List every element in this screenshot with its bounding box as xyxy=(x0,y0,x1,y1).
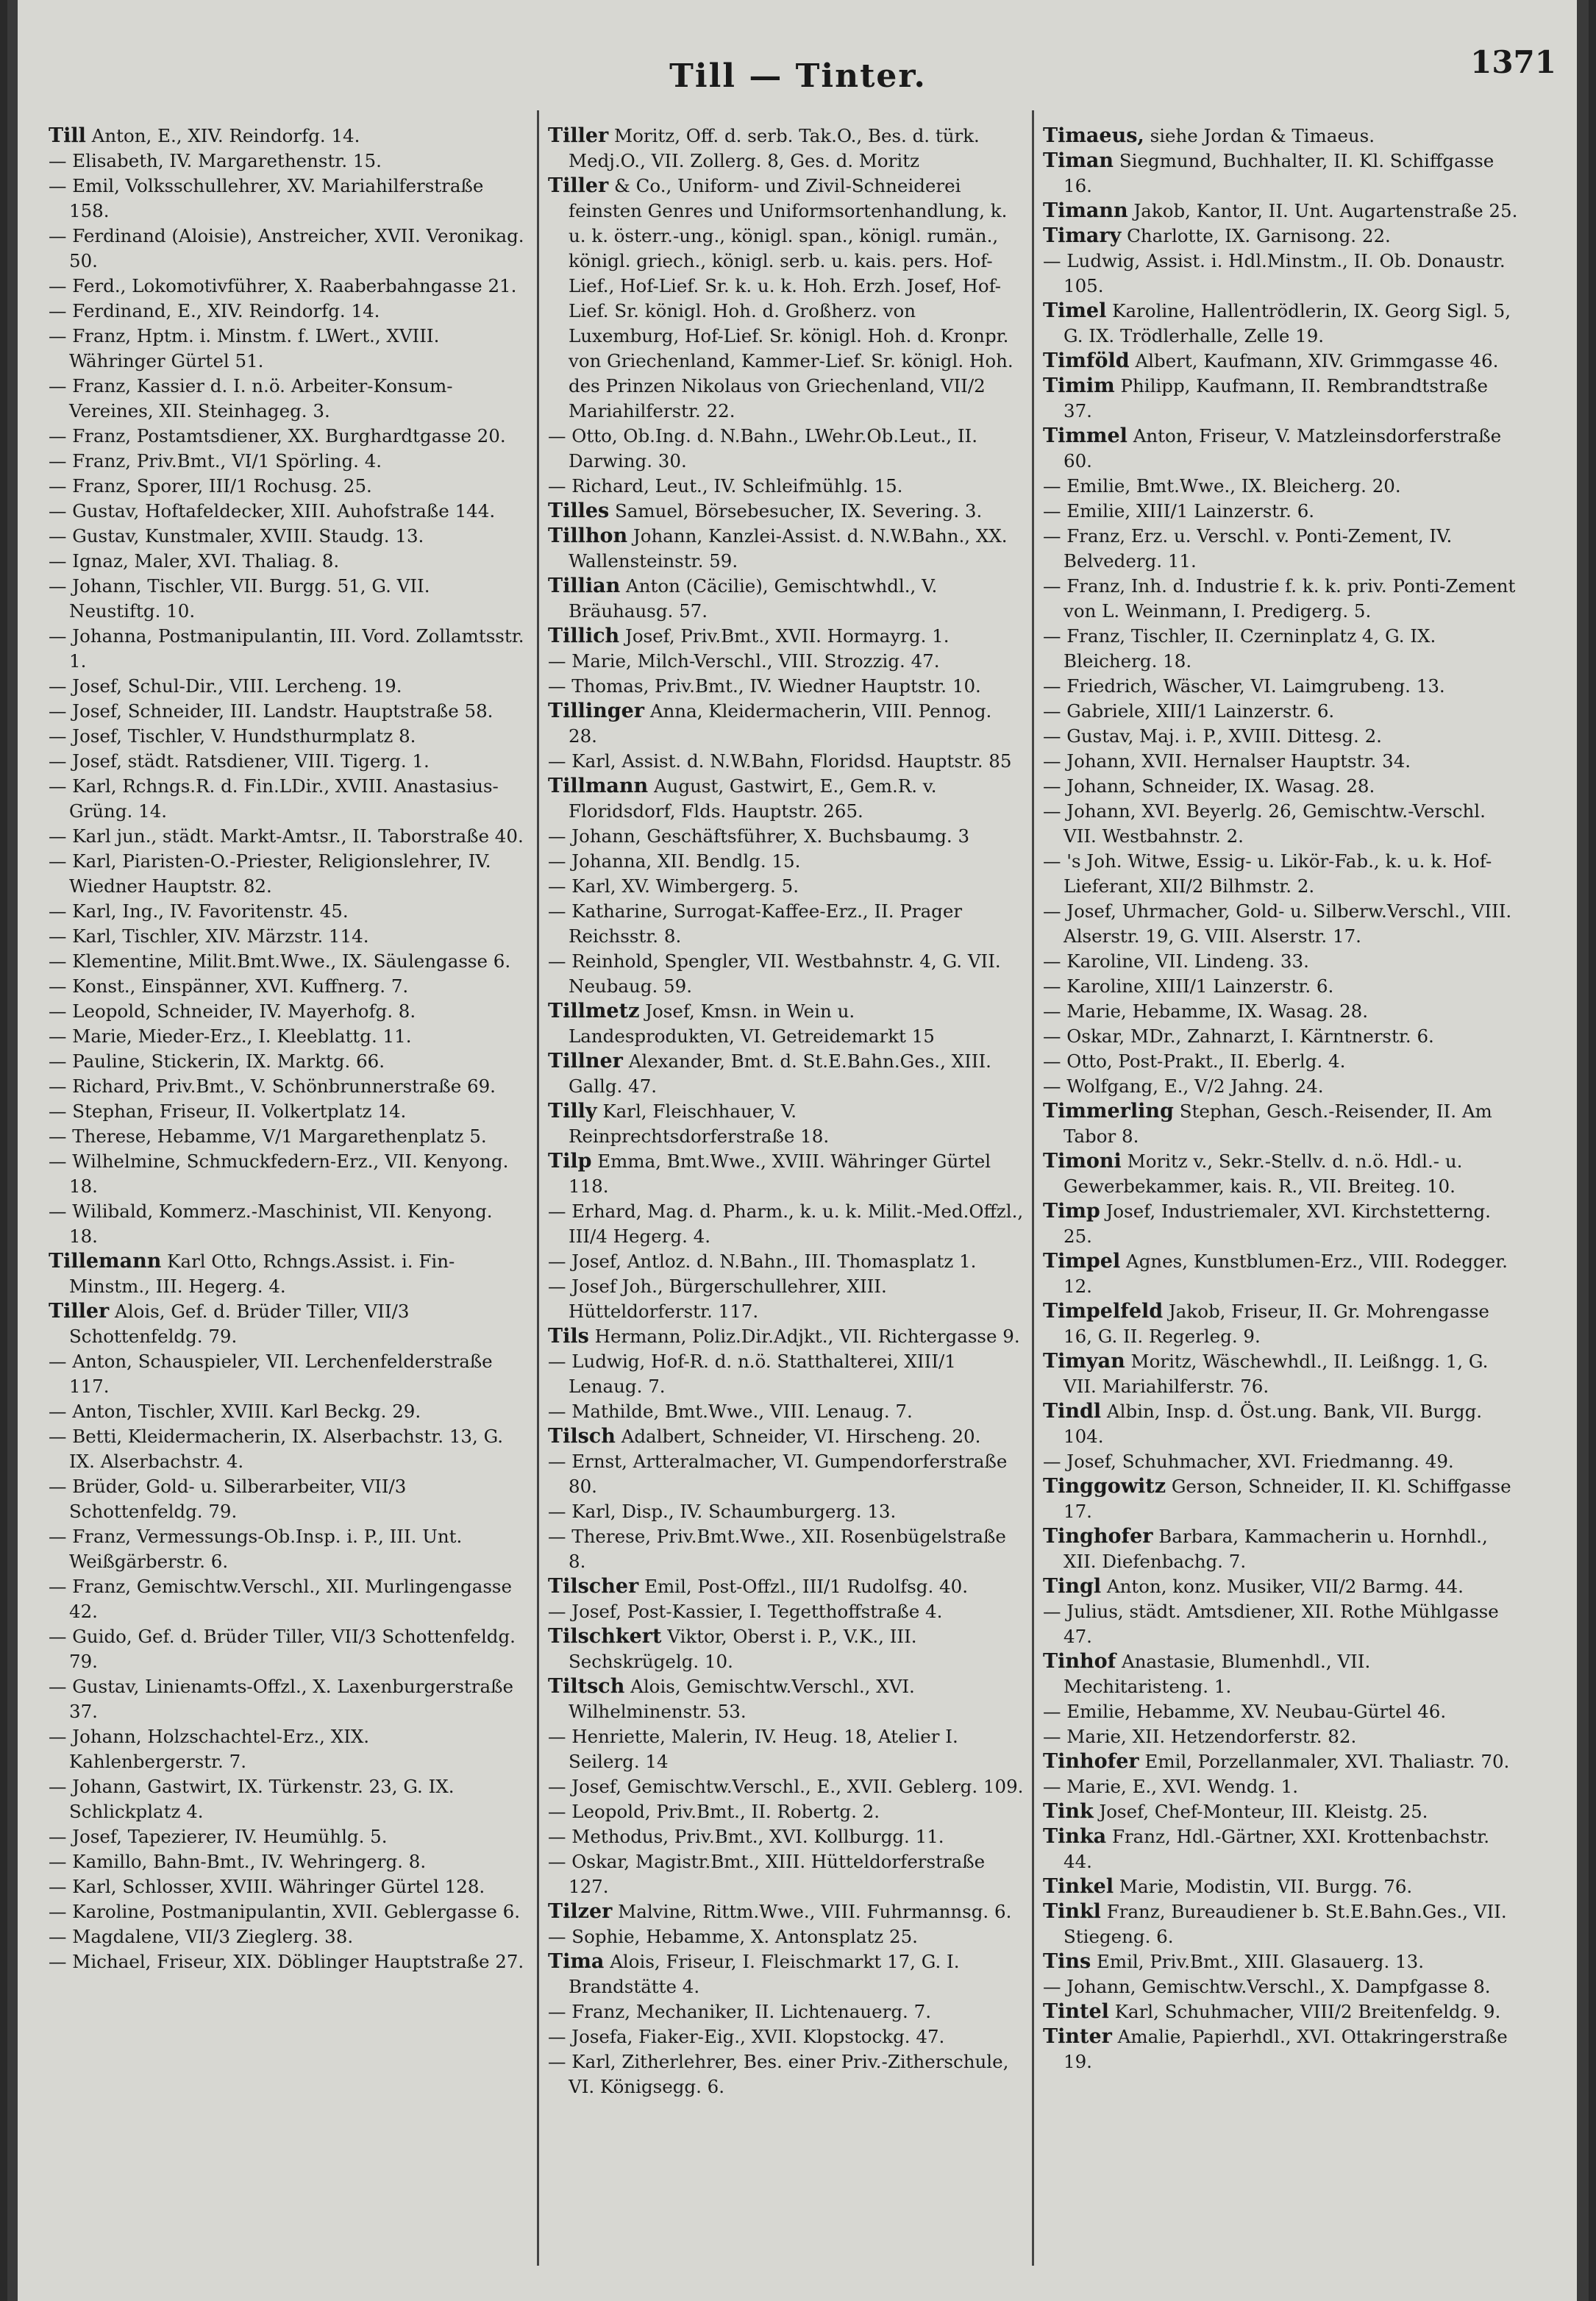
directory-entry: — Richard, Leut., IV. Schleifmühlg. 15. xyxy=(548,475,903,497)
directory-entry: — Franz, Inh. d. Industrie f. k. k. priv. Ponti-Zement von L. Weinmann, I. Predigerg. 5. xyxy=(1043,575,1516,622)
directory-entry: — Methodus, Priv.Bmt., XVI. Kollburgg. 11. xyxy=(548,1826,944,1847)
column-1 xyxy=(49,124,527,2279)
directory-entry: — Karoline, VII. Lindeng. 33. xyxy=(1043,950,1309,972)
directory-entry: Tillian Anton (Cäcilie), Gemischtwhdl., V. Bräuhausg. 57. xyxy=(548,575,938,622)
directory-entry: — Magdalene, VII/3 Zieglerg. 38. xyxy=(49,1926,354,1947)
directory-entry: — Wolfgang, E., V/2 Jahng. 24. xyxy=(1043,1075,1324,1097)
directory-entry: — Brüder, Gold- u. Silberarbeiter, VII/3 Schottenfeldg. 79. xyxy=(49,1476,407,1522)
directory-entry: Tiller Moritz, Off. d. serb. Tak.O., Bes. d. türk. Medj.O., VII. Zollerg. 8, Ges. d. Moritz xyxy=(548,124,980,171)
directory-entry: Timann Jakob, Kantor, II. Unt. Augartenstraße 25. xyxy=(1043,199,1518,222)
directory-entry: — Franz, Hptm. i. Minstm. f. LWert., XVIII. Währinger Gürtel 51. xyxy=(49,325,440,371)
directory-entry: — Johann, Schneider, IX. Wasag. 28. xyxy=(1043,775,1375,797)
directory-entry: — Erhard, Mag. d. Pharm., k. u. k. Milit.-Med.Offzl., III/4 Hegerg. 4. xyxy=(548,1201,1024,1247)
directory-entry: — Johanna, XII. Bendlg. 15. xyxy=(548,850,801,872)
directory-entry: — Richard, Priv.Bmt., V. Schönbrunnerstraße 69. xyxy=(49,1075,496,1097)
directory-page xyxy=(7,0,1589,2301)
directory-entry: — Josef, Tischler, V. Hundsthurmplatz 8. xyxy=(49,725,416,747)
directory-entry: — Otto, Post-Prakt., II. Eberlg. 4. xyxy=(1043,1050,1346,1072)
scan-border-right xyxy=(1577,0,1589,2301)
directory-entry: Tillinger Anna, Kleidermacherin, VIII. Pennog. 28. xyxy=(548,700,992,747)
directory-entry: — Gustav, Kunstmaler, XVIII. Staudg. 13. xyxy=(49,525,424,547)
directory-entry: — Johann, Gastwirt, IX. Türkenstr. 23, G. IX. Schlickplatz 4. xyxy=(49,1776,455,1822)
directory-entry: — Karl, Zitherlehrer, Bes. einer Priv.-Zitherschule, VI. Königsegg. 6. xyxy=(548,2051,1009,2097)
directory-entry: — Josef, Antloz. d. N.Bahn., III. Thomasplatz 1. xyxy=(548,1251,977,1272)
directory-entry: — Guido, Gef. d. Brüder Tiller, VII/3 Schottenfeldg. 79. xyxy=(49,1626,516,1672)
directory-entry: Tils Hermann, Poliz.Dir.Adjkt., VII. Richtergasse 9. xyxy=(548,1325,1020,1348)
directory-entry: Tillemann Karl Otto, Rchngs.Assist. i. Fin-Minstm., III. Hegerg. 4. xyxy=(49,1250,455,1297)
directory-entry: — Thomas, Priv.Bmt., IV. Wiedner Hauptstr. 10. xyxy=(548,675,981,697)
directory-entry: Timyan Moritz, Wäschewhdl., II. Leißngg. 1, G. VII. Mariahilferstr. 76. xyxy=(1043,1350,1489,1397)
column-divider xyxy=(537,110,539,2266)
directory-entry: Till Anton, E., XIV. Reindorfg. 14. xyxy=(49,124,360,147)
directory-entry: — Johann, Geschäftsführer, X. Buchsbaumg. 3 xyxy=(548,825,970,847)
directory-entry: — Friedrich, Wäscher, VI. Laimgrubeng. 13. xyxy=(1043,675,1445,697)
directory-entry: Timoni Moritz v., Sekr.-Stellv. d. n.ö. Hdl.- u. Gewerbekammer, kais. R., VII. Breiteg. 10. xyxy=(1043,1150,1463,1197)
directory-entry: — Leopold, Priv.Bmt., II. Robertg. 2. xyxy=(548,1801,880,1822)
directory-entry: — Anton, Tischler, XVIII. Karl Beckg. 29. xyxy=(49,1401,421,1422)
directory-entry: — Karl, Piaristen-O.-Priester, Religionslehrer, IV. Wiedner Hauptstr. 82. xyxy=(49,850,491,897)
directory-entry: — Franz, Gemischtw.Verschl., XII. Murlingengasse 42. xyxy=(49,1576,513,1622)
scan-border-left xyxy=(7,0,18,2301)
directory-entry: Timmerling Stephan, Gesch.-Reisender, II. Am Tabor 8. xyxy=(1043,1100,1492,1147)
directory-entry: — Franz, Kassier d. I. n.ö. Arbeiter-Konsum-Vereines, XII. Steinhageg. 3. xyxy=(49,375,453,422)
directory-entry: — Emil, Volksschullehrer, XV. Mariahilferstraße 158. xyxy=(49,175,484,221)
directory-entry: Tinhof Anastasie, Blumenhdl., VII. Mechitaristeng. 1. xyxy=(1043,1650,1371,1697)
directory-entry: — Josef, Schul-Dir., VIII. Lercheng. 19. xyxy=(49,675,402,697)
directory-entry: — Karl, Schlosser, XVIII. Währinger Gürtel 128. xyxy=(49,1876,485,1897)
directory-entry: — Johann, XVI. Beyerlg. 26, Gemischtw.-Verschl. VII. Westbahnstr. 2. xyxy=(1043,800,1486,847)
directory-entry: — Oskar, MDr., Zahnarzt, I. Kärntnerstr. 6. xyxy=(1043,1025,1434,1047)
directory-entry: — Betti, Kleidermacherin, IX. Alserbachstr. 13, G. IX. Alserbachstr. 4. xyxy=(49,1426,504,1472)
directory-entry: Tilsch Adalbert, Schneider, VI. Hirscheng. 20. xyxy=(548,1425,981,1448)
directory-entry: — Gustav, Maj. i. P., XVIII. Dittesg. 2. xyxy=(1043,725,1382,747)
directory-entry: — Karl, Rchngs.R. d. Fin.LDir., XVIII. Anastasius-Grüng. 14. xyxy=(49,775,499,822)
directory-entry: — 's Joh. Witwe, Essig- u. Likör-Fab., k. u. k. Hof-Lieferant, XII/2 Bilhmstr. 2. xyxy=(1043,850,1492,897)
directory-entry: — Ferd., Lokomotivführer, X. Raaberbahngasse 21. xyxy=(49,275,517,296)
directory-entry: — Stephan, Friseur, II. Volkertplatz 14. xyxy=(49,1100,407,1122)
directory-entry: — Henriette, Malerin, IV. Heug. 18, Atelier I. Seilerg. 14 xyxy=(548,1726,958,1772)
directory-entry: Tiltsch Alois, Gemischtw.Verschl., XVI. Wilhelminenstr. 53. xyxy=(548,1675,915,1722)
directory-entry: Tinghofer Barbara, Kammacherin u. Hornhdl., XII. Diefenbachg. 7. xyxy=(1043,1525,1488,1572)
directory-entry: Tinter Amalie, Papierhdl., XVI. Ottakringerstraße 19. xyxy=(1043,2025,1508,2072)
directory-entry: Tilscher Emil, Post-Offzl., III/1 Rudolfsg. 40. xyxy=(548,1575,968,1598)
directory-entry: — Therese, Hebamme, V/1 Margarethenplatz 5. xyxy=(49,1125,487,1147)
directory-entry: Tillmann August, Gastwirt, E., Gem.R. v. Floridsdorf, Flds. Hauptstr. 265. xyxy=(548,775,937,822)
directory-entry: — Ignaz, Maler, XVI. Thaliag. 8. xyxy=(49,550,340,572)
page-header-range: Till — Tinter. xyxy=(669,57,927,95)
directory-entry: — Josef, Schuhmacher, XVI. Friedmanng. 49. xyxy=(1043,1451,1454,1472)
directory-entry: Tillmetz Josef, Kmsn. in Wein u. Landesprodukten, VI. Getreidemarkt 15 xyxy=(548,1000,935,1047)
directory-entry: Tillhon Johann, Kanzlei-Assist. d. N.W.Bahn., XX. Wallensteinstr. 59. xyxy=(548,524,1008,572)
directory-entry: — Gustav, Linienamts-Offzl., X. Laxenburgerstraße 37. xyxy=(49,1676,513,1722)
directory-entry: Tilles Samuel, Börsebesucher, IX. Severing. 3. xyxy=(548,499,983,522)
directory-entry: — Julius, städt. Amtsdiener, XII. Rothe Mühlgasse 47. xyxy=(1043,1601,1499,1647)
directory-entry: — Therese, Priv.Bmt.Wwe., XII. Rosenbügelstraße 8. xyxy=(548,1526,1006,1572)
directory-entry: — Karl, Ing., IV. Favoritenstr. 45. xyxy=(49,900,349,922)
directory-entry: — Franz, Tischler, II. Czerninplatz 4, G. IX. Bleicherg. 18. xyxy=(1043,625,1436,672)
directory-entry: — Kamillo, Bahn-Bmt., IV. Wehringerg. 8. xyxy=(49,1851,427,1872)
directory-entry: Timp Josef, Industriemaler, XVI. Kirchstetterng. 25. xyxy=(1043,1200,1491,1247)
directory-entry: — Pauline, Stickerin, IX. Marktg. 66. xyxy=(49,1050,385,1072)
directory-entry: — Franz, Postamtsdiener, XX. Burghardtgasse 20. xyxy=(49,425,506,447)
directory-entry: Tillner Alexander, Bmt. d. St.E.Bahn.Ges., XIII. Gallg. 47. xyxy=(548,1050,991,1097)
directory-entry: — Ernst, Artteralmacher, VI. Gumpendorferstraße 80. xyxy=(548,1451,1008,1497)
directory-entry: — Mathilde, Bmt.Wwe., VIII. Lenaug. 7. xyxy=(548,1401,913,1422)
directory-entry: Tinkl Franz, Bureaudiener b. St.E.Bahn.Ges., VII. Stiegeng. 6. xyxy=(1043,1900,1507,1947)
directory-entry: — Ludwig, Assist. i. Hdl.Minstm., II. Ob. Donaustr. 105. xyxy=(1043,250,1506,296)
directory-entry: Timpel Agnes, Kunstblumen-Erz., VIII. Rodegger. 12. xyxy=(1043,1250,1508,1297)
directory-entry: — Marie, E., XVI. Wendg. 1. xyxy=(1043,1776,1299,1797)
directory-entry: — Johann, Gemischtw.Verschl., X. Dampfgasse 8. xyxy=(1043,1976,1491,1997)
directory-entry: Tilp Emma, Bmt.Wwe., XVIII. Währinger Gürtel 118. xyxy=(548,1150,991,1197)
directory-entry: — Ferdinand, E., XIV. Reindorfg. 14. xyxy=(49,300,380,321)
directory-entry: — Johanna, Postmanipulantin, III. Vord. Zollamtsstr. 1. xyxy=(49,625,524,672)
directory-entry: — Karl, Disp., IV. Schaumburgerg. 13. xyxy=(548,1501,897,1522)
directory-entry: Tinggowitz Gerson, Schneider, II. Kl. Schiffgasse 17. xyxy=(1043,1475,1511,1522)
directory-entry: Timaeus, siehe Jordan & Timaeus. xyxy=(1043,124,1375,147)
directory-entry: Tiller Alois, Gef. d. Brüder Tiller, VII/3 Schottenfeldg. 79. xyxy=(49,1300,410,1347)
directory-entry: — Johann, Holzschachtel-Erz., XIX. Kahlenbergerstr. 7. xyxy=(49,1726,370,1772)
directory-entry: — Anton, Schauspieler, VII. Lerchenfelderstraße 117. xyxy=(49,1351,493,1397)
directory-entry: — Marie, Hebamme, IX. Wasag. 28. xyxy=(1043,1000,1369,1022)
directory-entry: Tilly Karl, Fleischhauer, V. Reinprechtsdorferstraße 18. xyxy=(548,1100,830,1147)
directory-entry: Tinka Franz, Hdl.-Gärtner, XXI. Krottenbachstr. 44. xyxy=(1043,1825,1490,1872)
directory-entry: — Katharine, Surrogat-Kaffee-Erz., II. Prager Reichsstr. 8. xyxy=(548,900,963,947)
directory-entry: Tinhofer Emil, Porzellanmaler, XVI. Thaliastr. 70. xyxy=(1043,1750,1510,1773)
directory-entry: — Franz, Vermessungs-Ob.Insp. i. P., III. Unt. Weißgärberstr. 6. xyxy=(49,1526,463,1572)
directory-entry: — Ferdinand (Aloisie), Anstreicher, XVII. Veronikag. 50. xyxy=(49,225,524,271)
directory-entry: — Elisabeth, IV. Margarethenstr. 15. xyxy=(49,150,382,171)
directory-entry: Tink Josef, Chef-Monteur, III. Kleistg. 25. xyxy=(1043,1800,1428,1823)
directory-entry: — Franz, Erz. u. Verschl. v. Ponti-Zement, IV. Belvederg. 11. xyxy=(1043,525,1453,572)
directory-entry: Tillich Josef, Priv.Bmt., XVII. Hormayrg. 1. xyxy=(548,625,950,647)
directory-entry: Tintel Karl, Schuhmacher, VIII/2 Breitenfeldg. 9. xyxy=(1043,2000,1501,2023)
directory-entry: — Wilibald, Kommerz.-Maschinist, VII. Kenyong. 18. xyxy=(49,1201,493,1247)
directory-entry: Tinkel Marie, Modistin, VII. Burgg. 76. xyxy=(1043,1875,1413,1898)
directory-entry: — Marie, XII. Hetzendorferstr. 82. xyxy=(1043,1726,1357,1747)
directory-entry: — Josef Joh., Bürgerschullehrer, XIII. Hütteldorferstr. 117. xyxy=(548,1276,887,1322)
directory-entry: Timpelfeld Jakob, Friseur, II. Gr. Mohrengasse 16, G. II. Regerleg. 9. xyxy=(1043,1300,1489,1347)
directory-entry: — Gabriele, XIII/1 Lainzerstr. 6. xyxy=(1043,700,1335,722)
directory-entry: — Michael, Friseur, XIX. Döblinger Hauptstraße 27. xyxy=(49,1951,524,1972)
directory-entry: — Ludwig, Hof-R. d. n.ö. Statthalterei, XIII/1 Lenaug. 7. xyxy=(548,1351,956,1397)
directory-entry: Timel Karoline, Hallentrödlerin, IX. Georg Sigl. 5, G. IX. Trödlerhalle, Zelle 19. xyxy=(1043,299,1511,346)
directory-entry: Tiller & Co., Uniform- und Zivil-Schneiderei feinsten Genres und Uniformsortenhandlung, k. u. k. österr.-ung., königl. span., königl. rumän., königl. griech., königl. serb. u. kais. pers. Hof-Lief., Hof-Lief. Sr. k. u. k. Hoh. Erzh. Josef, Hof-Lief. Sr. königl. Hoh. d. Großherz. von Luxemburg, Hof-Lief. Sr. königl. Hoh. d. Kronpr. von Griechenland, Kammer-Lief. Sr. königl. Hoh. des Prinzen Nikolaus von Griechenland, VII/2 Mariahilferstr. 22. xyxy=(548,174,1013,422)
directory-entry: — Marie, Mieder-Erz., I. Kleeblattg. 11. xyxy=(49,1025,412,1047)
directory-entry: — Karoline, XIII/1 Lainzerstr. 6. xyxy=(1043,975,1334,997)
directory-entry: — Karoline, Postmanipulantin, XVII. Geblergasse 6. xyxy=(49,1901,520,1922)
directory-entry: — Gustav, Hoftafeldecker, XIII. Auhofstraße 144. xyxy=(49,500,496,522)
directory-entry: — Wilhelmine, Schmuckfedern-Erz., VII. Kenyong. 18. xyxy=(49,1150,509,1197)
directory-entry: Timmel Anton, Friseur, V. Matzleinsdorferstraße 60. xyxy=(1043,424,1502,472)
directory-entry: — Sophie, Hebamme, X. Antonsplatz 25. xyxy=(548,1926,918,1947)
directory-entry: Tilschkert Viktor, Oberst i. P., V.K., III. Sechskrügelg. 10. xyxy=(548,1625,917,1672)
directory-entry: — Josef, städt. Ratsdiener, VIII. Tigerg. 1. xyxy=(49,750,430,772)
directory-entry: — Franz, Sporer, III/1 Rochusg. 25. xyxy=(49,475,372,497)
directory-entry: Tins Emil, Priv.Bmt., XIII. Glasauerg. 13. xyxy=(1043,1950,1424,1973)
column-divider xyxy=(1032,110,1034,2266)
directory-entry: — Josef, Gemischtw.Verschl., E., XVII. Geblerg. 109. xyxy=(548,1776,1024,1797)
directory-entry: — Josef, Schneider, III. Landstr. Hauptstraße 58. xyxy=(49,700,494,722)
directory-entry: — Emilie, Bmt.Wwe., IX. Bleicherg. 20. xyxy=(1043,475,1401,497)
directory-entry: — Klementine, Milit.Bmt.Wwe., IX. Säulengasse 6. xyxy=(49,950,511,972)
directory-entry: — Johann, XVII. Hernalser Hauptstr. 34. xyxy=(1043,750,1411,772)
directory-entry: — Josef, Tapezierer, IV. Heumühlg. 5. xyxy=(49,1826,388,1847)
directory-entry: — Josef, Post-Kassier, I. Tegetthoffstraße 4. xyxy=(548,1601,943,1622)
directory-entry: — Josef, Uhrmacher, Gold- u. Silberw.Verschl., VIII. Alserstr. 19, G. VIII. Alserstr. 17. xyxy=(1043,900,1512,947)
directory-entry: — Josefa, Fiaker-Eig., XVII. Klopstockg. 47. xyxy=(548,2026,945,2047)
directory-entry: Tima Alois, Friseur, I. Fleischmarkt 17, G. I. Brandstätte 4. xyxy=(548,1950,960,1997)
directory-entry: — Konst., Einspänner, XVI. Kuffnerg. 7. xyxy=(49,975,409,997)
directory-entry: — Karl, Assist. d. N.W.Bahn, Floridsd. Hauptstr. 85 xyxy=(548,750,1012,772)
directory-entry: Tilzer Malvine, Rittm.Wwe., VIII. Fuhrmannsg. 6. xyxy=(548,1900,1012,1923)
directory-entry: — Emilie, Hebamme, XV. Neubau-Gürtel 46. xyxy=(1043,1701,1447,1722)
directory-entry: Timim Philipp, Kaufmann, II. Rembrandtstraße 37. xyxy=(1043,374,1489,422)
directory-entry: — Franz, Mechaniker, II. Lichtenauerg. 7. xyxy=(548,2001,932,2022)
directory-entry: Timföld Albert, Kaufmann, XIV. Grimmgasse 46. xyxy=(1043,349,1499,372)
directory-entry: Tindl Albin, Insp. d. Öst.ung. Bank, VII. Burgg. 104. xyxy=(1043,1400,1483,1447)
column-3 xyxy=(1043,124,1521,2279)
directory-entry: — Leopold, Schneider, IV. Mayerhofg. 8. xyxy=(49,1000,416,1022)
directory-entry: Timary Charlotte, IX. Garnisong. 22. xyxy=(1043,224,1391,247)
directory-entry: — Emilie, XIII/1 Lainzerstr. 6. xyxy=(1043,500,1315,522)
directory-entry: Tingl Anton, konz. Musiker, VII/2 Barmg. 44. xyxy=(1043,1575,1464,1598)
directory-entry: — Johann, Tischler, VII. Burgg. 51, G. VII. Neustiftg. 10. xyxy=(49,575,430,622)
directory-entry: Timan Siegmund, Buchhalter, II. Kl. Schiffgasse 16. xyxy=(1043,149,1495,196)
column-2 xyxy=(548,124,1026,2279)
directory-entry: — Oskar, Magistr.Bmt., XIII. Hütteldorferstraße 127. xyxy=(548,1851,986,1897)
directory-entry: — Marie, Milch-Verschl., VIII. Strozzig. 47. xyxy=(548,650,940,672)
page-number: 1371 xyxy=(1470,44,1556,80)
directory-entry: — Franz, Priv.Bmt., VI/1 Spörling. 4. xyxy=(49,450,382,472)
directory-entry: — Karl, XV. Wimbergerg. 5. xyxy=(548,875,799,897)
directory-entry: — Otto, Ob.Ing. d. N.Bahn., LWehr.Ob.Leut., II. Darwing. 30. xyxy=(548,425,977,472)
directory-entry: — Karl jun., städt. Markt-Amtsr., II. Taborstraße 40. xyxy=(49,825,524,847)
directory-entry: — Karl, Tischler, XIV. Märzstr. 114. xyxy=(49,925,369,947)
directory-entry: — Reinhold, Spengler, VII. Westbahnstr. 4, G. VII. Neubaug. 59. xyxy=(548,950,1001,997)
